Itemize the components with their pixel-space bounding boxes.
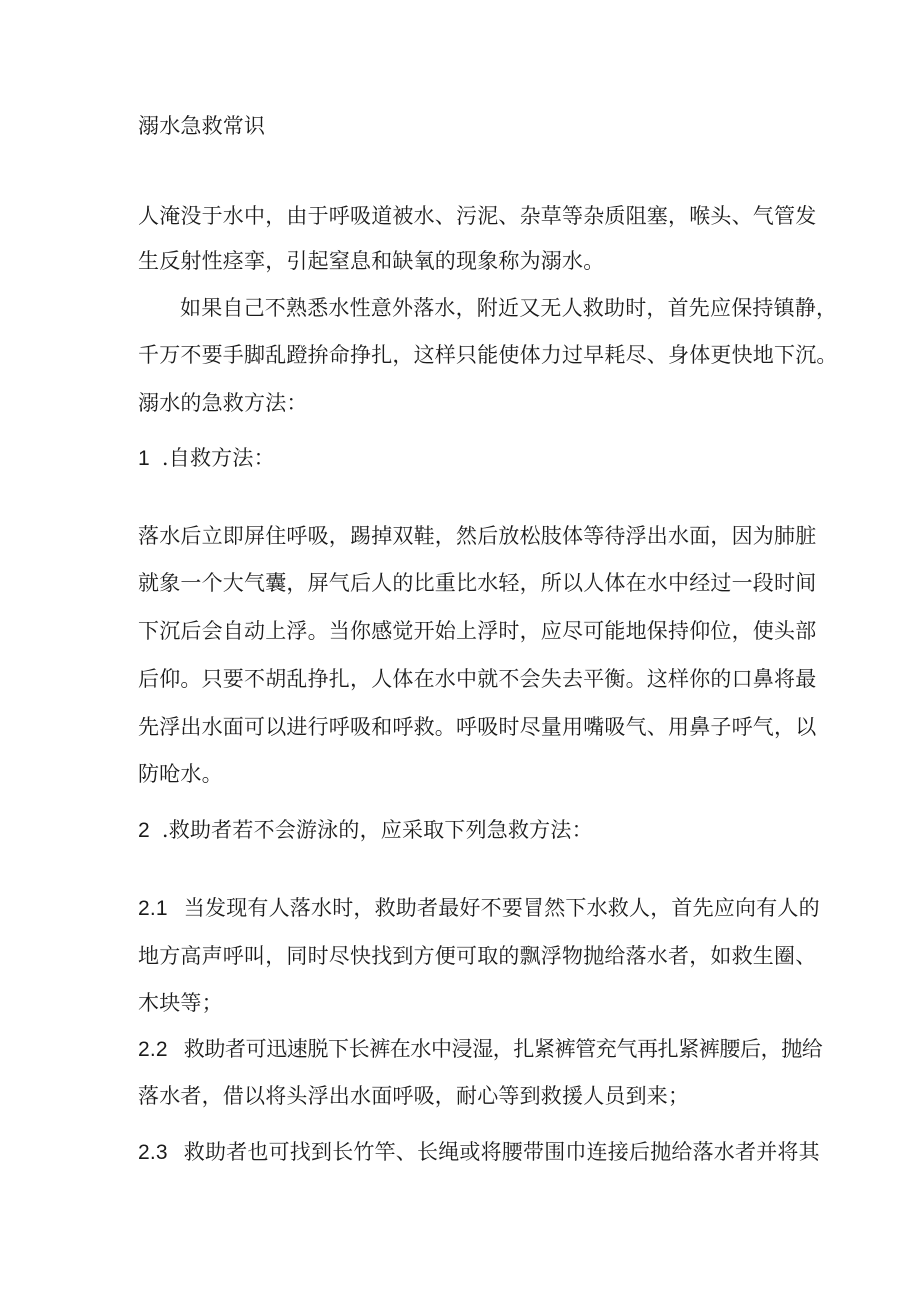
paragraph2-line-3: 溺水的急救方法： [138,391,308,415]
paragraph2-line-1: 如果自己不熟悉水性意外落水，附近又无人救助时，首先应保持镇静， [180,296,838,320]
item-2-1-line-1 [138,896,820,921]
item-2-3-number: 2.3 [138,1141,168,1164]
section1-line-6: 防呛水。 [138,762,223,786]
document-title: 溺水急救常识 [138,114,266,138]
section2-heading-number: 2 [138,819,150,842]
section1-line-5: 先浮出水面可以进行呼吸和呼救。呼吸时尽量用嘴吸气、用鼻子呼气，以 [138,715,817,739]
item-2-1-line-2: 地方高声呼叫，同时尽快找到方便可取的飘浮物抛给落水者，如救生圈、 [138,944,817,968]
item-2-1-number: 2.1 [138,897,168,920]
item-2-3-text-1: 救助者也可找到长竹竿、长绳或将腰带围巾连接后抛给落水者并将其 [183,1140,820,1164]
section1-heading-text: .自救方法： [161,446,275,470]
item-2-2-line-2: 落水者，借以将头浮出水面呼吸，耐心等到救援人员到来； [138,1084,690,1108]
intro-line-1: 人淹没于水中，由于呼吸道被水、污泥、杂草等杂质阻塞，喉头、气管发 [138,204,817,228]
section1-heading-number: 1 [138,447,150,470]
item-2-1-text-1: 当发现有人落水时，救助者最好不要冒然下水救人，首先应向有人的 [183,896,820,920]
item-2-1-line-3: 木块等； [138,991,223,1015]
item-2-2-number: 2.2 [138,1038,168,1061]
section1-line-1: 落水后立即屏住呼吸，踢掉双鞋，然后放松肢体等待浮出水面，因为肺脏 [138,524,817,548]
section1-line-4: 后仰。只要不胡乱挣扎，人体在水中就不会失去平衡。这样你的口鼻将最 [138,667,817,691]
section2-heading-text: .救助者若不会游泳的，应采取下列急救方法： [161,818,593,842]
item-2-2-line-1 [138,1037,822,1062]
section2-heading [138,818,593,843]
intro-line-2: 生反射性痉挛，引起窒息和缺氧的现象称为溺水。 [138,249,605,273]
section1-line-3: 下沉后会自动上浮。当你感觉开始上浮时，应尽可能地保持仰位，使头部 [138,619,817,643]
item-2-3-line-1 [138,1140,820,1165]
item-2-2-text-1: 救助者可迅速脱下长裤在水中浸湿，扎紧裤管充气再扎紧裤腰后，抛给 [183,1037,823,1061]
section1-line-2: 就象一个大气囊，屏气后人的比重比水轻，所以人体在水中经过一段时间 [138,571,817,595]
paragraph2-line-2: 千万不要手脚乱蹬拚命挣扎，这样只能使体力过早耗尽、身体更快地下沉。 [138,343,838,367]
section1-heading [138,446,275,471]
